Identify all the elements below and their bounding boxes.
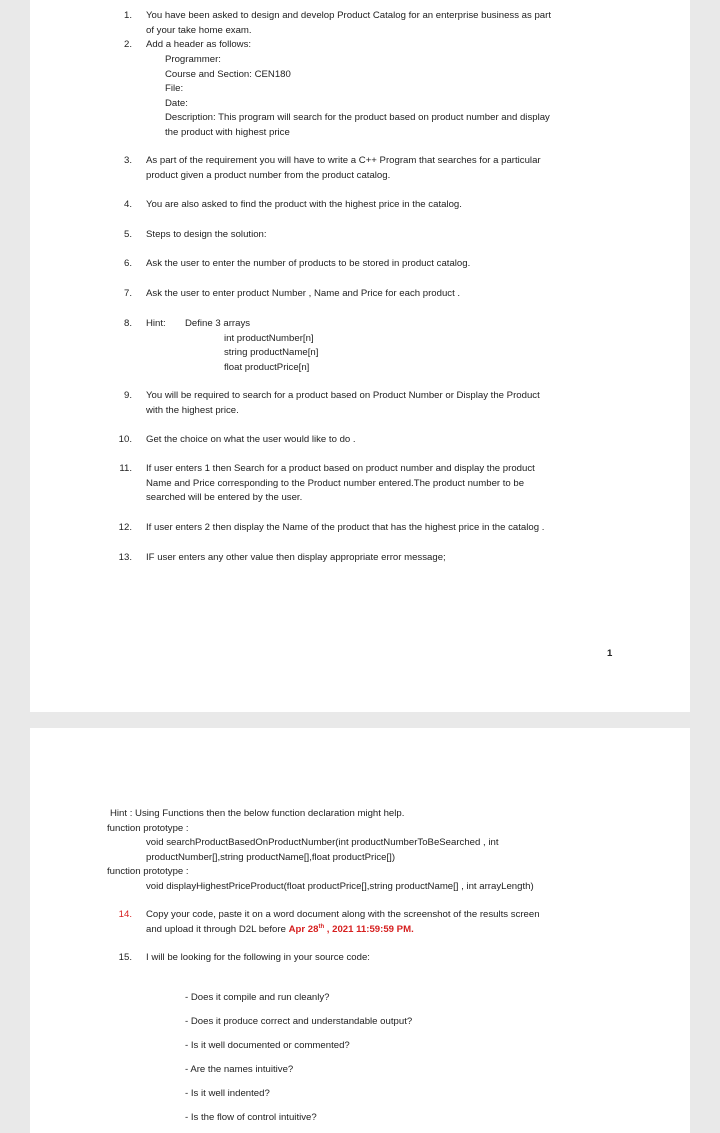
document-page-1 [30,0,690,712]
header-line: Date: [165,97,188,109]
list-number: 14. [118,909,132,920]
list-number: 7. [123,288,132,299]
hint-line: function prototype : [107,866,189,877]
header-line: File: [165,83,184,94]
checklist-item: - Is it well indented? [185,1088,270,1099]
code-line: void searchProductBasedOnProductNumber(int productNumberToBeSearched , int [146,837,499,848]
list-number: 10. [118,434,132,445]
list-number: 11. [119,463,132,474]
list-item-text: Add a header as follows: [146,39,252,50]
list-item-text: Copy your code, paste it on a word document along with the screenshot of the results screen [146,909,540,920]
list-item-text: I will be looking for the following in your source code: [146,952,370,963]
list-item-text: You have been asked to design and develop Product Catalog for an enterprise business as part [146,10,551,21]
list-item-text: You are also asked to find the product with the highest price in the catalog. [146,199,462,210]
list-item-text: If user enters 2 then display the Name of the product that has the highest price in the catalog . [146,522,545,533]
list-number: 3. [123,155,132,166]
list-item-text: with the highest price. [146,404,239,416]
list-item-text: product given a product number from the product catalog. [146,169,391,181]
list-item-text: Ask the user to enter the number of products to be stored in product catalog. [146,258,471,269]
list-number: 1. [123,10,132,21]
hint-title: Define 3 arrays [185,318,251,329]
checklist-item: - Is it well documented or commented? [185,1040,350,1051]
list-item-text: searched will be entered by the user. [146,492,303,503]
list-item-text: and upload it through D2L before Apr 28th , 2021 11:59:59 PM. [146,923,414,935]
code-line: productNumber[],string productName[],float productPrice[]) [146,851,396,863]
list-item-text: You will be required to search for a product based on Product Number or Display the Product [146,390,540,401]
list-item-text: Steps to design the solution: [146,229,267,240]
list-item-text: Get the choice on what the user would like to do . [146,434,356,445]
list-number: 12. [118,522,132,533]
hint-line: function prototype : [107,822,189,834]
checklist-item: - Does it produce correct and understandable output? [185,1016,413,1027]
list-number: 9. [123,390,132,401]
list-number: 6. [123,258,132,269]
hint-label: Hint: [146,318,166,329]
document-page-2 [30,728,690,1133]
list-item-text: of your take home exam. [146,24,252,36]
list-item-text: Name and Price corresponding to the Product number entered.The product number to be [146,477,525,489]
list-item-text: If user enters 1 then Search for a product based on product number and display the product [146,463,535,474]
hint-line: Hint : Using Functions then the below function declaration might help. [110,808,405,819]
code-line: int productNumber[n] [224,332,314,344]
header-line: Course and Section: CEN180 [165,68,291,80]
list-number: 5. [123,229,132,240]
page-number: 1 [607,648,613,659]
checklist-item: - Are the names intuitive? [185,1064,294,1075]
list-number: 4. [123,199,132,210]
header-line: the product with highest price [165,126,290,138]
code-line: void displayHighestPriceProduct(float productPrice[],string productName[] , int arrayLength) [146,880,534,892]
list-item-text: IF user enters any other value then display appropriate error message; [146,552,446,563]
list-number: 8. [123,318,132,329]
list-number: 13. [118,552,132,563]
deadline: Apr 28th , 2021 11:59:59 PM [288,923,412,935]
checklist-item: - Does it compile and run cleanly? [185,992,330,1003]
list-item-text: Ask the user to enter product Number , Name and Price for each product . [146,288,461,299]
checklist-item: - Is the flow of control intuitive? [185,1112,317,1123]
list-number: 2. [123,39,132,50]
code-line: string productName[n] [224,347,319,358]
list-number: 15. [118,952,132,963]
header-line: Programmer: [165,54,221,65]
list-item-text: As part of the requirement you will have to write a C++ Program that searches for a particular [146,155,541,166]
code-line: float productPrice[n] [224,361,310,373]
header-line: Description: This program will search for the product based on product number and display [165,112,550,123]
